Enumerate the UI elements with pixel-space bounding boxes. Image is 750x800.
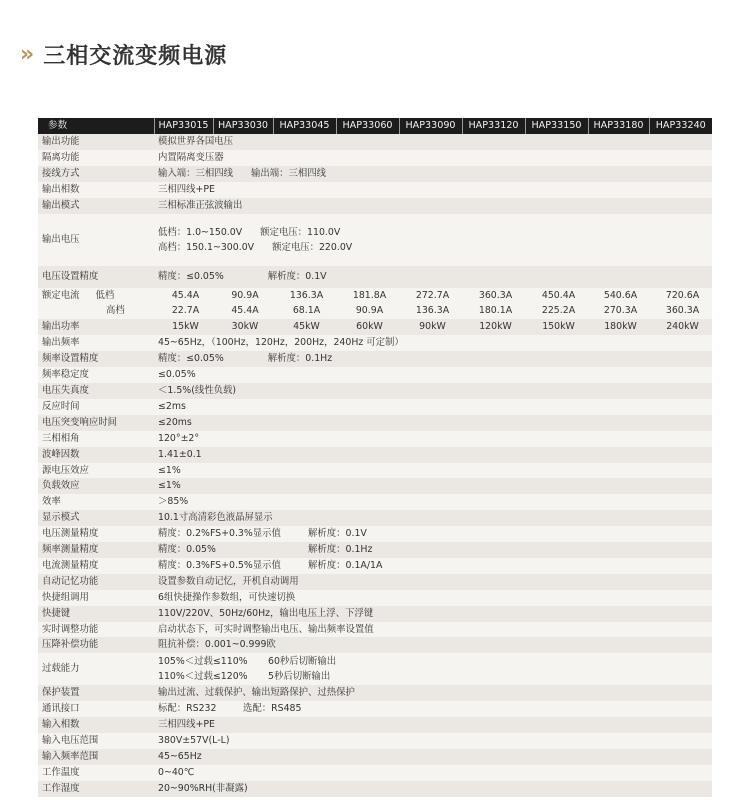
row-value bbox=[154, 351, 712, 367]
row-value: 6组快捷操作参数组，可快速切换 bbox=[154, 590, 712, 606]
header-model: HAP33090 bbox=[399, 118, 462, 134]
power-cell: 150kW bbox=[525, 319, 588, 335]
row-value bbox=[154, 653, 712, 685]
rated-current-label: 额定电流 bbox=[42, 290, 80, 302]
row-value: 10.1寸高清彩色液晶屏显示 bbox=[154, 510, 712, 526]
row-label: 输出电压 bbox=[38, 214, 154, 266]
row-value: ＜1.5%(线性负载) bbox=[154, 383, 712, 399]
row-value: 120°±2° bbox=[154, 431, 712, 447]
table-row bbox=[38, 653, 712, 685]
header-model: HAP33240 bbox=[649, 118, 712, 134]
row-label: 频率设置精度 bbox=[38, 351, 154, 367]
current-cell: 360.3A bbox=[649, 303, 712, 319]
voltage-high-range: 高档：150.1~300.0V bbox=[158, 241, 255, 253]
table-row bbox=[38, 198, 712, 214]
row-value: 45~65Hz bbox=[154, 749, 712, 765]
current-cell: 540.6A bbox=[588, 288, 649, 304]
row-label: 压降补偿功能 bbox=[38, 637, 154, 653]
table-row bbox=[38, 431, 712, 447]
current-cell: 720.6A bbox=[649, 288, 712, 304]
row-label: 输入相数 bbox=[38, 717, 154, 733]
accuracy: 精度：≤0.05% bbox=[158, 353, 224, 365]
table-row bbox=[38, 214, 712, 266]
row-label: 电压测量精度 bbox=[38, 526, 154, 542]
row-value: ≤20ms bbox=[154, 415, 712, 431]
table-row bbox=[38, 558, 712, 574]
voltage-low-range: 低档：1.0~150.0V bbox=[158, 226, 243, 238]
row-label: 工作湿度 bbox=[38, 781, 154, 797]
overload-range: 105%＜过载≤110% bbox=[158, 656, 248, 668]
table-row bbox=[38, 765, 712, 781]
row-label bbox=[38, 288, 154, 320]
row-label: 电压失真度 bbox=[38, 383, 154, 399]
row-value: 设置参数自动记忆，开机自动调用 bbox=[154, 574, 712, 590]
table-row bbox=[38, 637, 712, 653]
table-row bbox=[38, 134, 712, 150]
table-row bbox=[38, 166, 712, 182]
row-label: 保护装置 bbox=[38, 685, 154, 701]
table-row bbox=[38, 701, 712, 717]
row-value: 模拟世界各国电压 bbox=[154, 134, 712, 150]
table-row bbox=[38, 494, 712, 510]
interface-standard: 标配：RS232 bbox=[158, 703, 217, 715]
row-value: 45~65Hz，（100Hz，120Hz，200Hz，240Hz 可定制） bbox=[154, 335, 712, 351]
wiring-input: 输入端：三相四线 bbox=[158, 167, 234, 179]
table-row bbox=[38, 150, 712, 166]
row-label: 频率测量精度 bbox=[38, 542, 154, 558]
row-label: 电流测量精度 bbox=[38, 558, 154, 574]
resolution: 解析度：0.1Hz bbox=[267, 353, 333, 365]
table-row bbox=[38, 749, 712, 765]
overload-action: 5秒后切断输出 bbox=[268, 671, 331, 683]
high-range-label: 高档 bbox=[106, 305, 125, 317]
row-label: 过载能力 bbox=[38, 653, 154, 685]
current-cell: 225.2A bbox=[525, 303, 588, 319]
row-value: 三相四线+PE bbox=[154, 717, 712, 733]
resolution: 解析度：0.1V bbox=[267, 270, 327, 282]
row-value bbox=[154, 701, 712, 717]
current-cell: 181.8A bbox=[336, 288, 399, 304]
row-value: ≤1% bbox=[154, 463, 712, 479]
row-value: 启动状态下，可实时调整输出电压、输出频率设置值 bbox=[154, 622, 712, 638]
row-value: 内置隔离变压器 bbox=[154, 150, 712, 166]
table-row bbox=[38, 182, 712, 198]
row-value bbox=[154, 558, 712, 574]
power-cell: 120kW bbox=[462, 319, 525, 335]
row-label: 接线方式 bbox=[38, 166, 154, 182]
page-title bbox=[20, 36, 227, 72]
resolution: 解析度：0.1Hz bbox=[308, 544, 373, 556]
table-row bbox=[38, 781, 712, 797]
table-row bbox=[38, 606, 712, 622]
table-row bbox=[38, 463, 712, 479]
header-model: HAP33150 bbox=[525, 118, 588, 134]
row-label: 输入电压范围 bbox=[38, 733, 154, 749]
table-row bbox=[38, 622, 712, 638]
row-value: 20~90%RH(非凝露) bbox=[154, 781, 712, 797]
page-title-text: 三相交流变频电源 bbox=[43, 43, 228, 69]
table-row bbox=[38, 351, 712, 367]
row-label: 通讯接口 bbox=[38, 701, 154, 717]
header-model: HAP33045 bbox=[273, 118, 336, 134]
row-label: 输出频率 bbox=[38, 335, 154, 351]
resolution: 解析度：0.1A/1A bbox=[308, 559, 383, 571]
table-row bbox=[38, 383, 712, 399]
table-row bbox=[38, 717, 712, 733]
row-label: 隔离功能 bbox=[38, 150, 154, 166]
row-value bbox=[154, 526, 712, 542]
row-label: 输出功能 bbox=[38, 134, 154, 150]
table-row bbox=[38, 447, 712, 463]
row-label: 自动记忆功能 bbox=[38, 574, 154, 590]
current-cell: 68.1A bbox=[273, 303, 336, 319]
row-value: 0~40℃ bbox=[154, 765, 712, 781]
table-row bbox=[38, 526, 712, 542]
table-row bbox=[38, 542, 712, 558]
row-label: 输出模式 bbox=[38, 198, 154, 214]
row-label: 输入频率范围 bbox=[38, 749, 154, 765]
header-model: HAP33030 bbox=[213, 118, 273, 134]
row-label: 输出功率 bbox=[38, 319, 154, 335]
table-row bbox=[38, 510, 712, 526]
power-cell: 45kW bbox=[273, 319, 336, 335]
row-label: 负载效应 bbox=[38, 478, 154, 494]
table-row bbox=[38, 733, 712, 749]
table-row bbox=[38, 415, 712, 431]
power-cell: 90kW bbox=[399, 319, 462, 335]
row-label: 频率稳定度 bbox=[38, 367, 154, 383]
accuracy: 精度：0.05% bbox=[158, 544, 216, 556]
header-model: HAP33060 bbox=[336, 118, 399, 134]
table-row bbox=[38, 266, 712, 288]
current-cell: 45.4A bbox=[154, 288, 213, 304]
table-row bbox=[38, 367, 712, 383]
header-param: 参数 bbox=[38, 118, 154, 134]
row-value: ≤1% bbox=[154, 478, 712, 494]
current-cell: 90.9A bbox=[213, 288, 273, 304]
current-cell: 272.7A bbox=[399, 288, 462, 304]
row-value: 110V/220V、50Hz/60Hz，输出电压上浮、下浮键 bbox=[154, 606, 712, 622]
voltage-low-rated: 额定电压：110.0V bbox=[260, 226, 341, 238]
row-label: 效率 bbox=[38, 494, 154, 510]
power-cell: 180kW bbox=[588, 319, 649, 335]
row-value bbox=[154, 266, 712, 288]
row-label: 显示模式 bbox=[38, 510, 154, 526]
row-value bbox=[154, 542, 712, 558]
row-value: ＞85% bbox=[154, 494, 712, 510]
row-label: 快捷键 bbox=[38, 606, 154, 622]
current-cell: 270.3A bbox=[588, 303, 649, 319]
interface-optional: 选配：RS485 bbox=[243, 703, 302, 715]
row-value: 三相四线+PE bbox=[154, 182, 712, 198]
resolution: 解析度：0.1V bbox=[308, 528, 367, 540]
current-cell: 45.4A bbox=[213, 303, 273, 319]
accuracy: 精度：≤0.05% bbox=[158, 270, 224, 282]
power-cell: 240kW bbox=[649, 319, 712, 335]
table-row bbox=[38, 319, 712, 335]
row-value: 输出过流、过载保护、输出短路保护、过热保护 bbox=[154, 685, 712, 701]
table-row bbox=[38, 478, 712, 494]
current-cell: 136.3A bbox=[399, 303, 462, 319]
row-label: 三相相角 bbox=[38, 431, 154, 447]
row-label: 反应时间 bbox=[38, 399, 154, 415]
overload-range: 110%＜过载≤120% bbox=[158, 671, 248, 683]
power-cell: 15kW bbox=[154, 319, 213, 335]
row-value: 三相标准正弦波输出 bbox=[154, 198, 712, 214]
current-cell: 90.9A bbox=[336, 303, 399, 319]
overload-action: 60秒后切断输出 bbox=[268, 656, 337, 668]
row-value: 阻抗补偿：0.001~0.999欧 bbox=[154, 637, 712, 653]
current-cell: 22.7A bbox=[154, 303, 213, 319]
row-label: 电压设置精度 bbox=[38, 266, 154, 288]
current-cell: 180.1A bbox=[462, 303, 525, 319]
row-value bbox=[154, 166, 712, 182]
table-row bbox=[38, 335, 712, 351]
row-value bbox=[154, 214, 712, 266]
row-label: 电压突变响应时间 bbox=[38, 415, 154, 431]
current-cell: 136.3A bbox=[273, 288, 336, 304]
table-header-row bbox=[38, 118, 712, 134]
low-range-label: 低档 bbox=[95, 290, 115, 302]
row-value: ≤0.05% bbox=[154, 367, 712, 383]
accuracy: 精度：0.2%FS+0.3%显示值 bbox=[158, 528, 281, 540]
wiring-output: 输出端：三相四线 bbox=[251, 167, 327, 179]
table-row bbox=[38, 399, 712, 415]
table-row-current-low bbox=[38, 288, 712, 304]
row-label: 波峰因数 bbox=[38, 447, 154, 463]
row-label: 实时调整功能 bbox=[38, 622, 154, 638]
row-value: ≤2ms bbox=[154, 399, 712, 415]
header-model: HAP33180 bbox=[588, 118, 649, 134]
header-model: HAP33015 bbox=[154, 118, 213, 134]
header-model: HAP33120 bbox=[462, 118, 525, 134]
spec-table bbox=[38, 118, 712, 797]
row-label: 工作温度 bbox=[38, 765, 154, 781]
row-label: 快捷组调用 bbox=[38, 590, 154, 606]
row-value: 380V±57V(L-L) bbox=[154, 733, 712, 749]
table-row bbox=[38, 574, 712, 590]
row-label: 源电压效应 bbox=[38, 463, 154, 479]
accuracy: 精度：0.3%FS+0.5%显示值 bbox=[158, 559, 281, 571]
current-cell: 450.4A bbox=[525, 288, 588, 304]
row-label: 输出相数 bbox=[38, 182, 154, 198]
table-row bbox=[38, 685, 712, 701]
current-cell: 360.3A bbox=[462, 288, 525, 304]
table-row bbox=[38, 590, 712, 606]
row-value: 1.41±0.1 bbox=[154, 447, 712, 463]
voltage-high-rated: 额定电压：220.0V bbox=[272, 241, 353, 253]
power-cell: 30kW bbox=[213, 319, 273, 335]
power-cell: 60kW bbox=[336, 319, 399, 335]
double-chevron-right-icon: » bbox=[20, 41, 32, 67]
